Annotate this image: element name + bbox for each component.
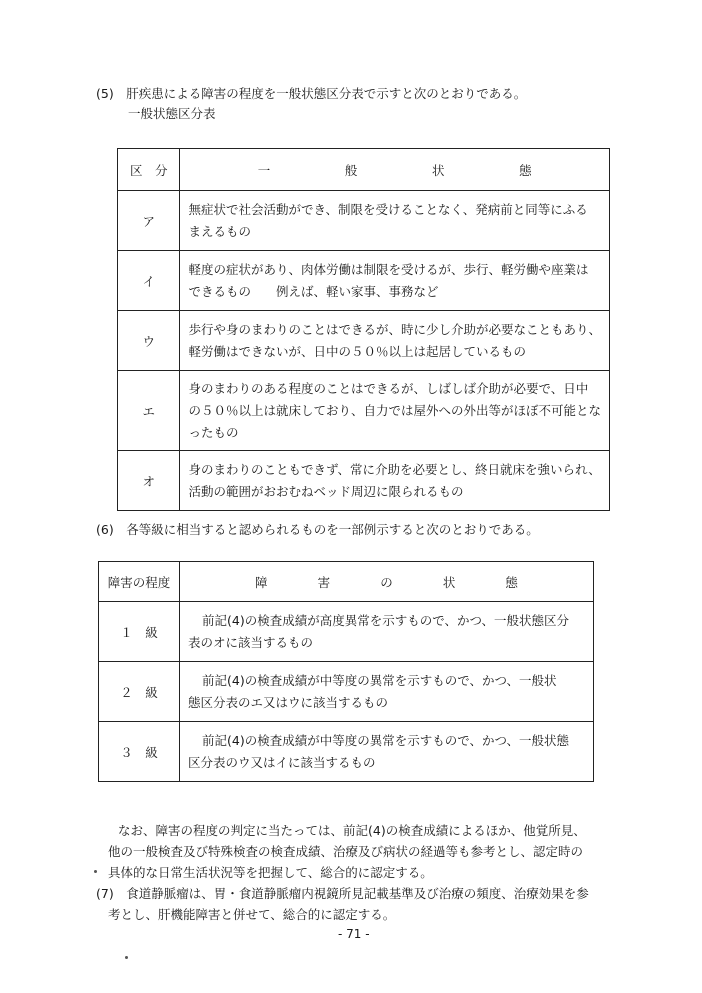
row-description <box>180 311 610 371</box>
description-line: 無症状で社会活動ができ、制限を受けることなく、発病前と同等にふる <box>188 201 588 217</box>
description-line: できるもの 例えば、軽い家事、事務など <box>188 283 439 299</box>
row-label: エ <box>118 371 180 451</box>
row-description <box>180 251 610 311</box>
description-line: まえるもの <box>188 223 251 239</box>
table-1-title: 一般状態区分表 <box>128 106 216 121</box>
table-row <box>118 451 610 511</box>
table-row <box>118 371 610 451</box>
header-char: 態 <box>505 574 518 590</box>
description-line: ったもの <box>188 424 239 440</box>
description-text: 前記(4)の検査成績が中等度の異常を示すもので、かつ、一般状態 <box>202 732 569 748</box>
header-char: 害 <box>317 574 331 590</box>
header-char: 状 <box>432 162 445 178</box>
row-label: ア <box>118 191 180 251</box>
note-line: 具体的な日常生活状況等を把握して、総合的に認定する。 <box>108 865 433 880</box>
table-row <box>118 251 610 311</box>
row-description <box>180 451 610 511</box>
table-1-header-row <box>118 149 610 191</box>
description-line <box>188 670 585 692</box>
table-2-header-state <box>180 562 594 602</box>
row-description <box>180 371 610 451</box>
header-char: 一 <box>257 162 271 178</box>
table-2-header-row <box>99 562 594 602</box>
table-row <box>99 602 594 662</box>
description-line: 活動の範囲がおおむねベッド周辺に限られるもの <box>188 483 464 499</box>
grade-description <box>180 662 594 722</box>
general-condition-table <box>117 148 610 511</box>
scan-speck <box>94 870 97 873</box>
header-char: 般 <box>344 162 358 178</box>
disability-grade-table <box>98 561 594 782</box>
description-line: 表のオに該当するもの <box>188 634 314 650</box>
description-line <box>188 610 585 632</box>
table-1-header-category: 区 分 <box>118 149 180 191</box>
description-text: 前記(4)の検査成績が中等度の異常を示すもので、かつ、一般状 <box>202 672 557 688</box>
description-line <box>188 730 585 752</box>
table-2-header-degree: 障害の程度 <box>99 562 180 602</box>
description-line: 身のまわりのある程度のことはできるが、しばしば介助が必要で、日中 <box>188 380 589 396</box>
description-line: 軽度の症状があり、肉体労働は制限を受けるが、歩行、軽労働や座業は <box>188 261 589 277</box>
section-5-heading: (5) 肝疾患による障害の程度を一般状態区分表で示すと次のとおりである。 <box>96 86 527 101</box>
section-7-line: 考とし、肝機能障害と併せて、総合的に認定する。 <box>108 907 396 922</box>
description-line: の５０％以上は就床しており、自力では屋外への外出等がほぼ不可能とな <box>188 402 601 418</box>
grade-description <box>180 602 594 662</box>
description-line: 区分表のウ又はイに該当するもの <box>188 754 376 770</box>
section-6-heading: (6) 各等級に相当すると認められるものを一部例示すると次のとおりである。 <box>96 522 539 537</box>
scan-speck <box>125 956 128 959</box>
row-label: オ <box>118 451 180 511</box>
table-row <box>118 311 610 371</box>
grade-label: ３ 級 <box>99 722 180 782</box>
note-line: なお、障害の程度の判定に当たっては、前記(4)の検査成績によるほか、他覚所見、 <box>118 823 586 838</box>
section-7-line: (7) 食道静脈瘤は、胃・食道静脈瘤内視鏡所見記載基準及び治療の頻度、治療効果を参 <box>96 886 589 901</box>
table-1-header-condition <box>180 149 610 191</box>
grade-description <box>180 722 594 782</box>
description-line: 身のまわりのこともできず、常に介助を必要とし、終日就床を強いられ、 <box>188 461 601 477</box>
grade-label: １ 級 <box>99 602 180 662</box>
header-char: 障 <box>255 574 268 590</box>
header-char: の <box>380 574 393 590</box>
row-description <box>180 191 610 251</box>
table-row <box>118 191 610 251</box>
table-row <box>99 722 594 782</box>
page-number: - 71 - <box>338 927 370 941</box>
description-line: 軽労働はできないが、日中の５０％以上は起居しているもの <box>188 343 526 359</box>
row-label: ウ <box>118 311 180 371</box>
header-char: 態 <box>519 162 532 178</box>
description-line: 歩行や身のまわりのことはできるが、時に少し介助が必要なこともあり、 <box>188 321 601 337</box>
note-line: 他の一般検査及び特殊検査の検査成績、治療及び病状の経過等も参考とし、認定時の <box>108 844 584 859</box>
description-line: 態区分表のエ又はウに該当するもの <box>188 694 389 710</box>
grade-label: ２ 級 <box>99 662 180 722</box>
header-char: 状 <box>442 574 456 590</box>
table-row <box>99 662 594 722</box>
description-text: 前記(4)の検査成績が高度異常を示すもので、かつ、一般状態区分 <box>202 612 569 628</box>
row-label: イ <box>118 251 180 311</box>
